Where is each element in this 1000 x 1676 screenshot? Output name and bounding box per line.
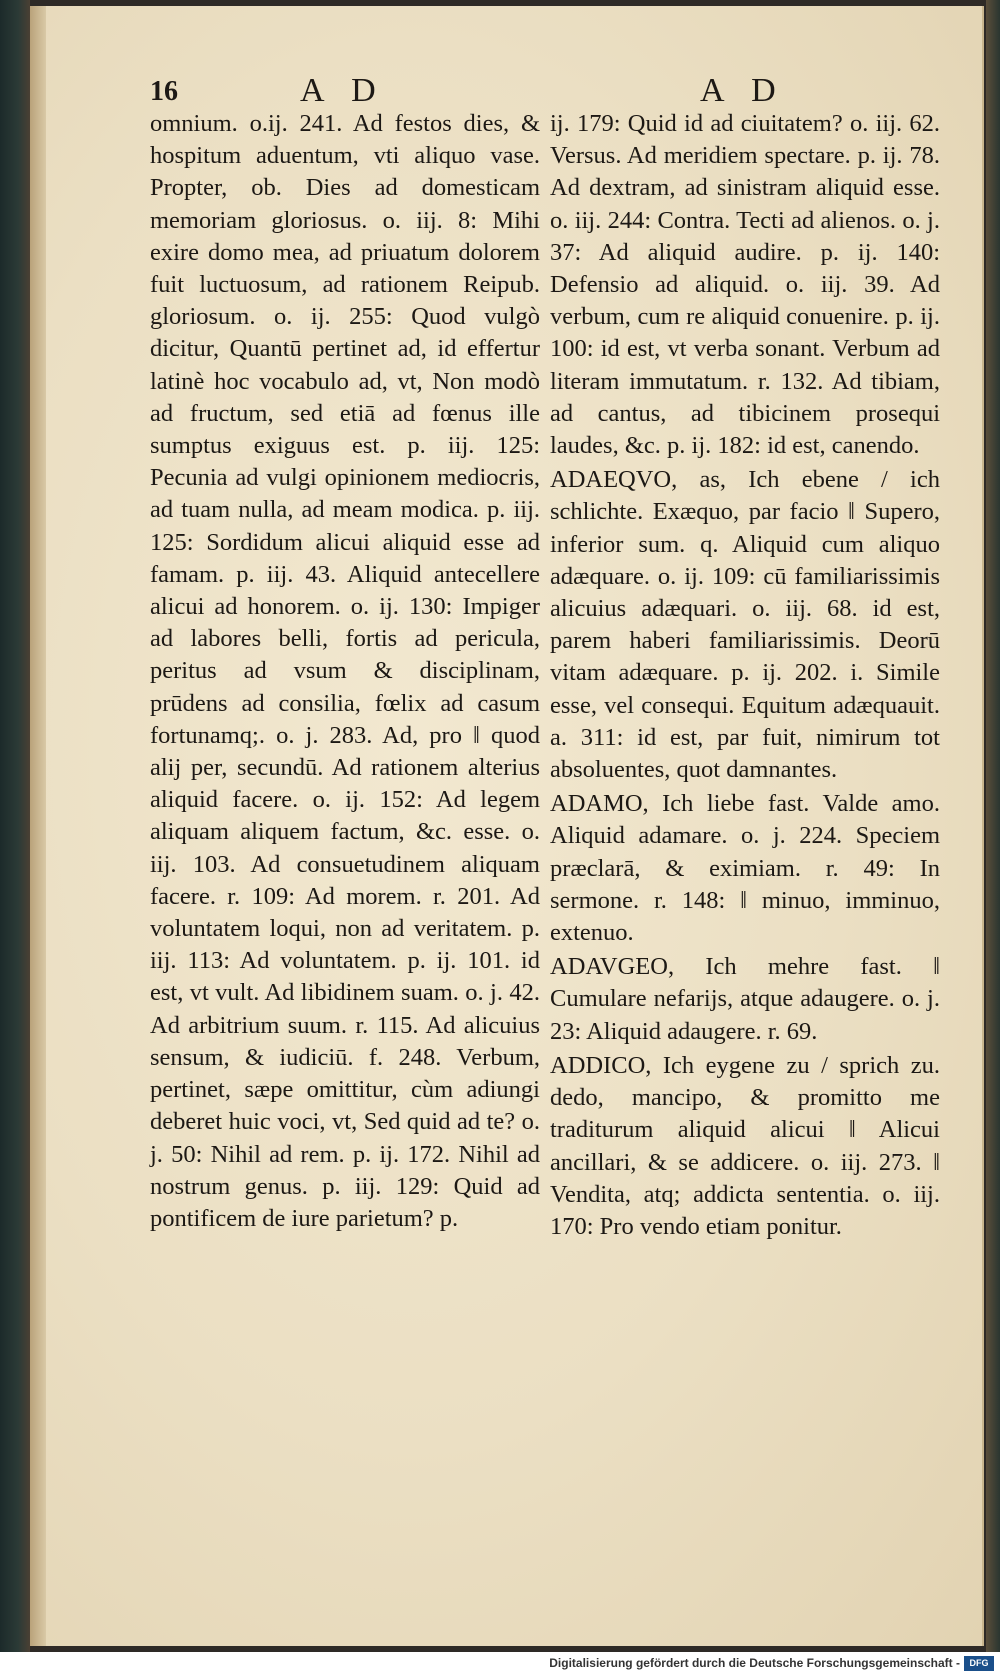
dfg-logo: DFG xyxy=(964,1656,994,1671)
right-column xyxy=(550,108,940,1243)
footer-credit: Digitalisierung gefördert durch die Deutsche Forschungsgemeinschaft - xyxy=(549,1656,960,1670)
running-head-right: A D xyxy=(700,72,786,109)
page-number: 16 xyxy=(150,76,178,107)
digitization-footer xyxy=(0,1652,1000,1676)
page-edge xyxy=(30,6,46,1646)
binding-left xyxy=(0,0,30,1652)
binding-right xyxy=(986,0,1000,1652)
left-column-paragraph: omnium. o.ij. 241. Ad festos dies, & hospitum aduentum, vti aliquo vase. Propter, ob. Dies ad domesticam memoriam gloriosus. o. iij. 8: Mihi exire domo mea, ad priuatum dolorem fuit luctuosum, ad rationem Reipub. gloriosum. o. ij. 255: Quod vulgò dicitur, Quantū pertinet ad, id effertur latinè hoc vocabulo ad, vt, Non modò ad fructum, sed etiā ad fœnus ille sumptus exiguus est. p. iij. 125: Pecunia ad vulgi opinionem mediocris, ad tuam nulla, ad meam modica. p. iij. 125: Sordidum alicui aliquid esse ad famam. p. iij. 43. Aliquid antecellere alicui ad honorem. o. ij. 130: Impiger ad labores belli, fortis ad pericula, peritus ad vsum & disciplinam, prūdens ad consilia, fœlix ad casum fortunamq;. o. j. 283. Ad, pro ‖ quod alij per, secundū. Ad rationem alterius aliquid facere. o. ij. 152: Ad legem aliquam aliquem factum, &c. esse. o. iij. 103. Ad consuetudinem aliquam facere. r. 109: Ad morem. r. 201. Ad voluntatem loqui, non ad veritatem. p. iij. 113: Ad voluntatem. p. ij. 101. id est, vt vult. Ad libidinem suam. o. j. 42. Ad arbitrium suum. r. 115. Ad alicuius sensum, & iudiciū. f. 248. Verbum, pertinet, sæpe omittitur, cùm adiungi deberet huic voci, vt, Sed quid ad te? o. j. 50: Nihil ad rem. p. ij. 172. Nihil ad nostrum genus. p. iij. 129: Quid ad pontificem de iure parietum? p. xyxy=(150,110,540,1232)
left-column xyxy=(150,108,540,1235)
entry-adamo: ADAMO, Ich liebe fast. Valde amo. Aliquid adamare. o. j. 224. Speciem præclarā, & eximiam. r. 49: In sermone. r. 148: ‖ minuo, imminuo, extenuo. xyxy=(550,790,940,947)
entry-addico: ADDICO, Ich eygene zu / sprich zu. dedo, mancipo, & promitto me traditurum aliquid alicui ‖ Alicui ancillari, & se addicere. o. iij. 273. ‖ Vendita, atq; addicta sententia. o. iij. 170: Pro vendo etiam ponitur. xyxy=(550,1051,940,1240)
running-head-left: A D xyxy=(300,72,386,109)
entry-adaequo: ADAEQVO, as, Ich ebene / ich schlichte. Exæquo, par facio ‖ Supero, inferior sum. q. Aliquid cum aliquo adæquare. o. ij. 109: cū familiarissimis alicuius adæquari. o. iij. 68. id est, parem haberi familiarissimis. Deorū vitam adæquare. p. ij. 202. i. Simile esse, vel consequi. Equitum adæquauit. a. 311: id est, par fuit, nimirum tot absoluentes, quot damnantes. xyxy=(550,466,940,784)
entry-adaugeo: ADAVGEO, Ich mehre fast. ‖ Cumulare nefarijs, atque adaugere. o. j. 23: Aliquid adaugere. r. 69. xyxy=(550,953,940,1045)
entry-ad-continued: ij. 179: Quid id ad ciuitatem? o. iij. 62. Versus. Ad meridiem spectare. p. ij. 78. Ad dextram, ad sinistram aliquid esse. o. iij. 244: Contra. Tecti ad alienos. o. j. 37: Ad aliquid audire. p. ij. 140: Defensio ad aliquid. o. iij. 39. Ad verbum, cum re aliquid conuenire. p. ij. 100: id est, vt verba sonant. Verbum ad literam immutatum. r. 132. Ad tibiam, ad cantus, ad tibicinem prosequi laudes, &c. p. ij. 182: id est, canendo. xyxy=(550,110,940,460)
